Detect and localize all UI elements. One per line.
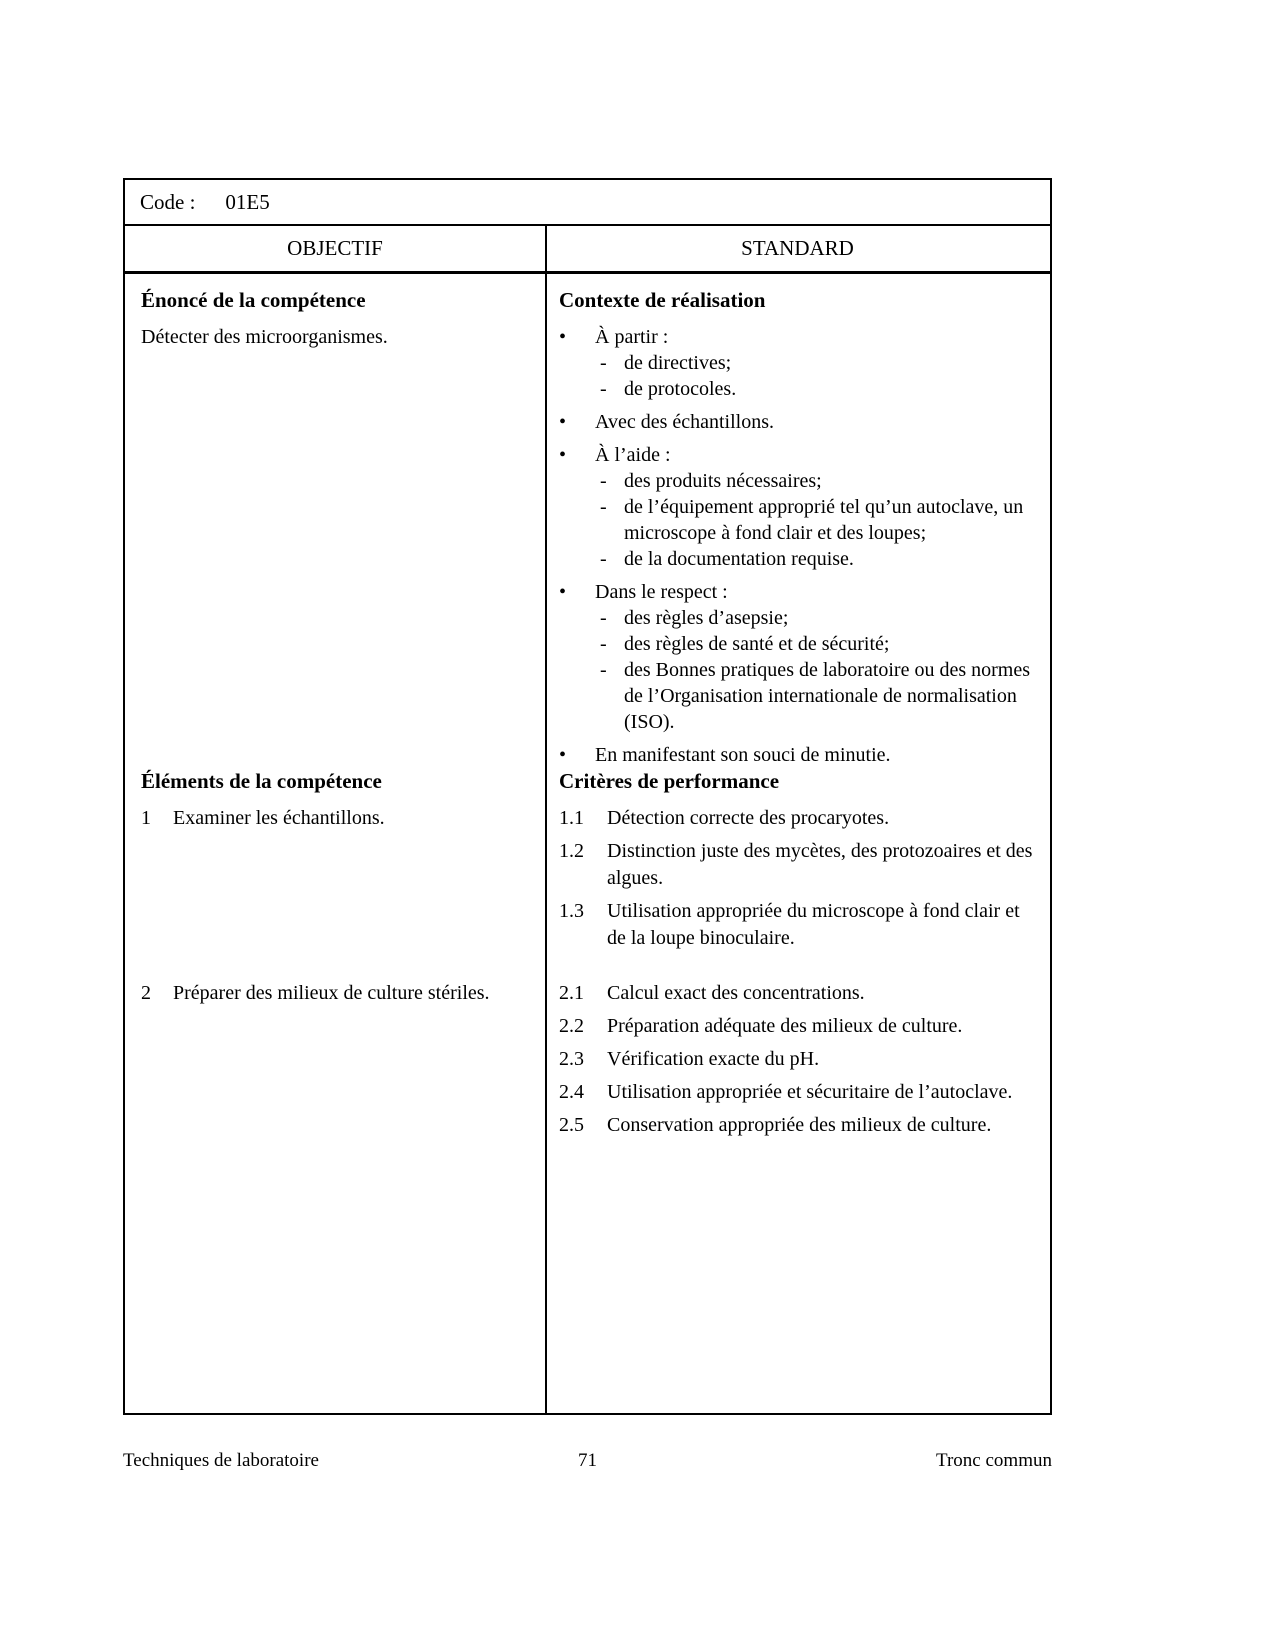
list-subitem: - de l’équipement approprié tel qu’un autoclave, un microscope à fond clair et des loupes; [600, 496, 1024, 544]
dash-marker: - [600, 607, 607, 629]
enonce-cell [125, 274, 545, 768]
section-enonce-contexte [125, 274, 1050, 768]
criterion-item [559, 898, 1034, 952]
contexte-cell [545, 274, 1050, 768]
element-text: Examiner les échantillons. [173, 807, 385, 829]
bullet-marker: • [559, 581, 567, 603]
element-1-row [125, 805, 1050, 952]
criterion-text: Calcul exact des concentrations. [607, 982, 865, 1004]
contexte-heading: Contexte de réalisation [559, 288, 766, 312]
standard-header: STANDARD [741, 236, 854, 260]
dash-marker: - [600, 496, 607, 518]
dash-marker: - [600, 633, 607, 655]
criterion-text: Utilisation appropriée du microscope à fond clair et de la loupe binoculaire. [607, 900, 1020, 949]
page-footer [123, 1450, 1052, 1472]
criterion-number: 1.3 [559, 900, 584, 922]
criterion-number: 2.3 [559, 1048, 584, 1070]
criterion-text: Utilisation appropriée et sécuritaire de l’autoclave. [607, 1081, 1013, 1103]
criterion-item [559, 980, 1034, 1007]
list-item: • À partir : [559, 326, 669, 348]
criterion-text: Préparation adéquate des milieux de culture. [607, 1015, 963, 1037]
list-subitem: - de directives; [600, 352, 732, 374]
criterion-item [559, 1046, 1034, 1073]
criteres-heading-cell [545, 768, 1050, 805]
table-columns [125, 226, 1050, 1413]
list-subitem: - des produits nécessaires; [600, 470, 822, 492]
bullet-marker: • [559, 411, 567, 433]
list-subitem: - des règles de santé et de sécurité; [600, 633, 890, 655]
criteria-group-1-cell [545, 805, 1050, 952]
dash-marker: - [600, 378, 607, 400]
elements-heading-cell [125, 768, 545, 805]
criterion-number: 2.2 [559, 1015, 584, 1037]
criterion-text: Conservation appropriée des milieux de culture. [607, 1114, 992, 1136]
list-subitem: - de protocoles. [600, 378, 737, 400]
criterion-number: 1.2 [559, 840, 584, 862]
footer-document-title: Techniques de laboratoire [123, 1450, 319, 1471]
element-item [141, 805, 531, 832]
element-item [141, 980, 531, 1007]
code-row [125, 180, 1050, 226]
criterion-item [559, 1013, 1034, 1040]
criterion-item [559, 805, 1034, 832]
dash-marker: - [600, 470, 607, 492]
footer-section-label: Tronc commun [936, 1450, 1052, 1471]
enonce-text: Détecter des microorganismes. [141, 326, 388, 348]
dash-marker: - [600, 659, 607, 681]
code-label: Code : [140, 189, 196, 214]
enonce-heading: Énoncé de la compétence [141, 288, 366, 312]
element-2-row [125, 980, 1050, 1139]
criterion-item [559, 1079, 1034, 1106]
objectif-header: OBJECTIF [287, 236, 383, 260]
criteria-group-2-cell [545, 980, 1050, 1139]
column-header-row [125, 226, 1050, 274]
bullet-marker: • [559, 326, 567, 348]
criterion-text: Vérification exacte du pH. [607, 1048, 820, 1070]
column-divider [545, 226, 547, 1413]
element-text: Préparer des milieux de culture stériles. [173, 982, 490, 1004]
list-subitem: - des règles d’asepsie; [600, 607, 789, 629]
list-item: • Avec des échantillons. [559, 411, 775, 433]
code-value: 01E5 [225, 189, 270, 214]
criteres-heading: Critères de performance [559, 769, 780, 793]
element-number: 1 [141, 807, 151, 829]
element-number: 2 [141, 982, 151, 1004]
criterion-text: Distinction juste des mycètes, des protozoaires et des algues. [607, 840, 1033, 889]
criterion-number: 2.5 [559, 1114, 584, 1136]
criterion-number: 1.1 [559, 807, 584, 829]
criterion-item [559, 1112, 1034, 1139]
bullet-marker: • [559, 444, 567, 466]
list-item: • En manifestant son souci de minutie. [559, 744, 891, 766]
dash-marker: - [600, 352, 607, 374]
list-item: • À l’aide : [559, 444, 671, 466]
elements-heading: Éléments de la compétence [141, 769, 382, 793]
list-item: • Dans le respect : [559, 581, 728, 603]
footer-page-number: 71 [577, 1450, 597, 1471]
dash-marker: - [600, 548, 607, 570]
criterion-number: 2.4 [559, 1081, 584, 1103]
element-2-cell [125, 980, 545, 1139]
competency-table [123, 178, 1052, 1415]
bullet-marker: • [559, 744, 567, 766]
list-subitem: - de la documentation requise. [600, 548, 854, 570]
list-subitem: - des Bonnes pratiques de laboratoire ou des normes de l’Organisation internationale de normalisation (ISO). [600, 659, 1031, 733]
criterion-text: Détection correcte des procaryotes. [607, 807, 890, 829]
element-1-cell [125, 805, 545, 952]
criterion-number: 2.1 [559, 982, 584, 1004]
criterion-item [559, 838, 1034, 892]
section-elements-criteres-headings [125, 768, 1050, 805]
contexte-list [559, 324, 1034, 768]
